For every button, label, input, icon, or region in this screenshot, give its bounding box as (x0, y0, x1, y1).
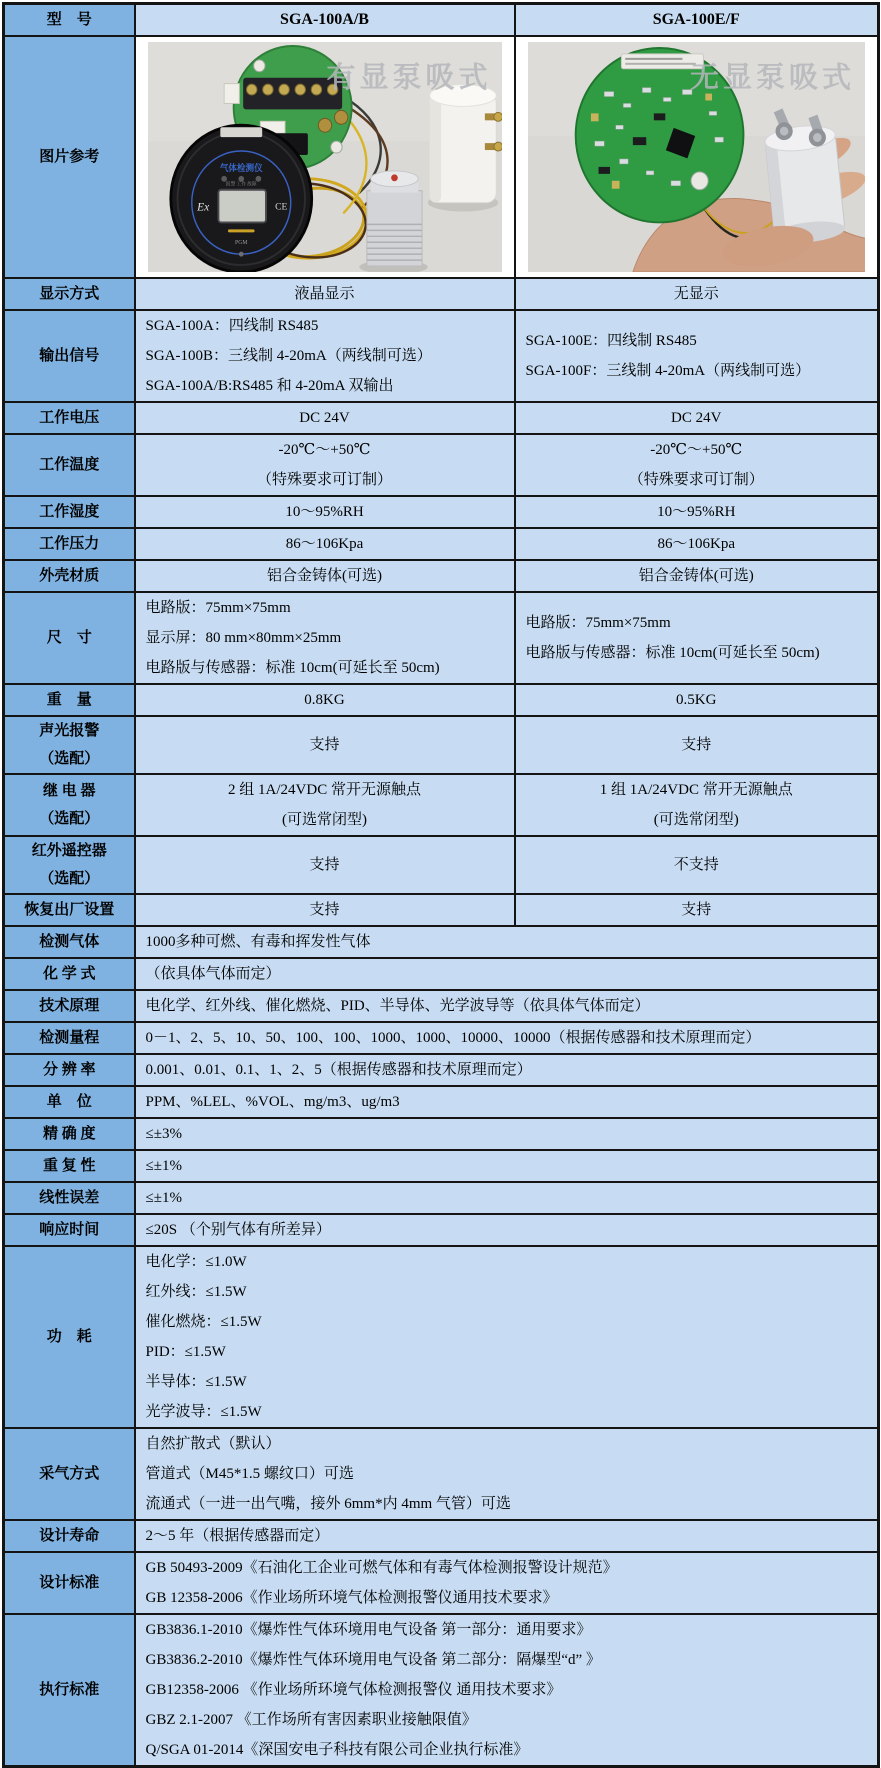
pump-cylinder (427, 85, 501, 212)
row-label-exec-standards (4, 1614, 135, 1767)
value-line: GB3836.2-2010《爆炸性气体环境用电气设备 第二部分：隔爆型“d” 》 (145, 1652, 601, 1668)
value-line: （特殊要求可订制） (256, 472, 392, 488)
row-label-humidity (4, 496, 135, 528)
value-line: 86～106Kpa (285, 536, 364, 552)
value-line: 电路版与传感器：标准 10cm(可延长至 50cm) (525, 645, 820, 661)
label-line: 化 学 式 (42, 966, 96, 982)
value-line: 1000多种可燃、有毒和挥发性气体 (145, 934, 371, 950)
spec-value-resolution (135, 1054, 879, 1086)
value-line: ≤±3% (145, 1126, 182, 1142)
value-line: ≤±1% (145, 1158, 182, 1174)
label-line: 技术原理 (39, 998, 100, 1014)
label-line: 工作湿度 (39, 504, 100, 520)
label-line: 设计标准 (39, 1575, 100, 1591)
led-labels-text: 报警 工作 故障 (225, 182, 257, 188)
value-line: PID：≤1.5W (145, 1344, 226, 1360)
spec-row-ir-remote (4, 836, 879, 894)
label-line: 检测气体 (39, 934, 100, 950)
row-label-linearity (4, 1182, 135, 1214)
value-line: SGA-100A：四线制 RS485 (145, 318, 319, 334)
value-line: (可选常闭型) (653, 812, 739, 828)
spec-value-alarm-ef (515, 716, 879, 774)
spec-value-design-standards (135, 1552, 879, 1614)
spec-value-weight-ab (135, 684, 515, 716)
value-line: 支持 (309, 857, 340, 873)
value-line: SGA-100B：三线制 4-20mA（两线制可选） (145, 348, 432, 364)
spec-value-relay-ab (135, 774, 515, 836)
row-label-housing (4, 560, 135, 592)
value-line: 半导体：≤1.5W (145, 1374, 247, 1390)
value-line: 电化学、红外线、催化燃烧、PID、半导体、光学波导等（依具体气体而定） (145, 998, 650, 1014)
spec-row-humidity (4, 496, 879, 528)
value-line: 无显示 (673, 286, 719, 302)
sensor-red-dot (391, 174, 398, 181)
value-line: GB 50493-2009《石油化工企业可燃气体和有毒气体检测报警设计规范》 (145, 1560, 618, 1576)
label-line: （选配） (39, 811, 100, 827)
value-line: 光学波导：≤1.5W (145, 1404, 262, 1420)
spec-value-factory-reset-ef (515, 894, 879, 926)
value-line: 2 组 1A/24VDC 常开无源触点 (228, 782, 421, 798)
product-photo-cell-right (515, 36, 879, 278)
spec-row-relay (4, 774, 879, 836)
label-line: 功 耗 (46, 1329, 92, 1345)
label-line: 工作压力 (39, 536, 100, 552)
spec-table (2, 2, 880, 1768)
spec-value-output-signal-ef (515, 310, 879, 402)
value-line: 支持 (681, 737, 712, 753)
label-line: 工作温度 (39, 457, 100, 473)
value-line: （特殊要求可订制） (628, 472, 764, 488)
spec-value-pressure-ab (135, 528, 515, 560)
spec-value-ir-remote-ab (135, 836, 515, 894)
spec-value-ir-remote-ef (515, 836, 879, 894)
row-label-display (4, 278, 135, 310)
row-label-ir-remote (4, 836, 135, 894)
spec-row-voltage (4, 402, 879, 434)
value-line: 电化学：≤1.0W (145, 1254, 247, 1270)
label-line: 外壳材质 (39, 568, 100, 584)
row-label-output-signal (4, 310, 135, 402)
row-label-weight (4, 684, 135, 716)
value-line: GB 12358-2006《作业场所环境气体检测报警仪通用技术要求》 (145, 1590, 558, 1606)
spec-value-pressure-ef (515, 528, 879, 560)
value-line: 0－1、2、5、10、50、100、100、1000、1000、10000、10000（根据传感器和技术原理而定） (145, 1030, 761, 1046)
spec-row-accuracy (4, 1118, 879, 1150)
value-line: 铝合金铸体(可选) (638, 568, 754, 584)
label-line: 图片参考 (39, 149, 100, 165)
row-label-voltage (4, 402, 135, 434)
row-label-temperature (4, 434, 135, 496)
value-line: 10～95%RH (657, 504, 736, 520)
spec-value-accuracy (135, 1118, 879, 1150)
spec-value-display-ef (515, 278, 879, 310)
spec-value-unit (135, 1086, 879, 1118)
spec-row-photos (4, 36, 879, 278)
value-line: 电路版：75mm×75mm (525, 615, 671, 631)
ex-mark-text: Ex (196, 200, 209, 214)
photo-watermark-right: 无显泵吸式 (689, 62, 855, 94)
spec-row-repeatability (4, 1150, 879, 1182)
value-line: 显示屏：80 mm×80mm×25mm (145, 630, 342, 646)
spec-value-model-ab (135, 4, 515, 37)
pgm-text: PGM (234, 240, 247, 247)
value-line: GB3836.1-2010《爆炸性气体环境用电气设备 第一部分：通用要求》 (145, 1622, 592, 1638)
value-line: Q/SGA 01-2014《深国安电子科技有限公司企业执行标准》 (145, 1742, 529, 1758)
spec-row-principle (4, 990, 879, 1022)
spec-row-pressure (4, 528, 879, 560)
row-label-factory-reset (4, 894, 135, 926)
label-line: 单 位 (46, 1094, 92, 1110)
value-line: -20℃～+50℃ (278, 442, 371, 458)
spec-row-exec-standards (4, 1614, 879, 1767)
spec-row-range (4, 1022, 879, 1054)
spec-value-alarm-ab (135, 716, 515, 774)
spec-value-dimensions-ef (515, 592, 879, 684)
value-line: 10～95%RH (285, 504, 364, 520)
spec-value-housing-ab (135, 560, 515, 592)
spec-row-weight (4, 684, 879, 716)
label-line: 线性误差 (39, 1190, 100, 1206)
value-line: 液晶显示 (294, 286, 355, 302)
value-line: 电路版：75mm×75mm (145, 600, 291, 616)
spec-value-temperature-ef (515, 434, 879, 496)
value-line: 电路版与传感器：标准 10cm(可延长至 50cm) (145, 660, 440, 676)
spec-row-dimensions (4, 592, 879, 684)
row-label-power (4, 1246, 135, 1428)
spec-value-humidity-ef (515, 496, 879, 528)
spec-row-factory-reset (4, 894, 879, 926)
spec-row-display (4, 278, 879, 310)
spec-value-lifespan (135, 1520, 879, 1552)
spec-value-dimensions-ab (135, 592, 515, 684)
value-line: SGA-100F：三线制 4-20mA（两线制可选） (525, 363, 811, 379)
row-label-relay (4, 774, 135, 836)
row-label-accuracy (4, 1118, 135, 1150)
row-label-response-time (4, 1214, 135, 1246)
value-line: SGA-100A/B:RS485 和 4-20mA 双输出 (145, 378, 394, 394)
value-line: 红外线：≤1.5W (145, 1284, 247, 1300)
value-line: 催化燃烧：≤1.5W (145, 1314, 262, 1330)
label-line: 响应时间 (39, 1222, 100, 1238)
spec-value-voltage-ef (515, 402, 879, 434)
spec-value-humidity-ab (135, 496, 515, 528)
value-line: 管道式（M45*1.5 螺纹口）可选 (145, 1466, 354, 1482)
label-line: 执行标准 (39, 1682, 100, 1698)
spec-row-gases (4, 926, 879, 958)
row-label-photos (4, 36, 135, 278)
spec-row-lifespan (4, 1520, 879, 1552)
value-line: 0.001、0.01、0.1、1、2、5（根据传感器和技术原理而定） (145, 1062, 532, 1078)
spec-value-sampling (135, 1428, 879, 1520)
product-spec-page (0, 2, 881, 1768)
value-line: (可选常闭型) (282, 812, 367, 828)
value-line: 2～5 年（根据传感器而定） (145, 1528, 330, 1544)
label-line: 分 辨 率 (42, 1062, 96, 1078)
label-line: 精 确 度 (42, 1126, 96, 1142)
spec-value-weight-ef (515, 684, 879, 716)
label-line: 工作电压 (39, 410, 100, 426)
spec-row-temperature (4, 434, 879, 496)
spec-value-principle (135, 990, 879, 1022)
spec-row-housing (4, 560, 879, 592)
value-line: -20℃～+50℃ (650, 442, 743, 458)
spec-value-housing-ef (515, 560, 879, 592)
row-label-gases (4, 926, 135, 958)
lcd-screen (218, 190, 266, 223)
spec-value-model-ef (515, 4, 879, 37)
label-line: 设计寿命 (39, 1528, 100, 1544)
value-line: 86～106Kpa (657, 536, 735, 552)
spec-value-range (135, 1022, 879, 1054)
spec-value-gases (135, 926, 879, 958)
spec-row-sampling (4, 1428, 879, 1520)
label-line: 继 电 器 (42, 783, 96, 799)
spec-value-temperature-ab (135, 434, 515, 496)
value-line: SGA-100A/B (280, 11, 369, 28)
spec-value-power (135, 1246, 879, 1428)
spec-value-response-time (135, 1214, 879, 1246)
label-line: 显示方式 (39, 286, 100, 302)
ce-mark-text: CE (274, 201, 287, 213)
spec-row-linearity (4, 1182, 879, 1214)
spec-row-model (4, 4, 879, 37)
label-line: 重 复 性 (42, 1158, 96, 1174)
row-label-resolution (4, 1054, 135, 1086)
value-line: ≤±1% (145, 1190, 182, 1206)
label-line: 型 号 (46, 12, 92, 28)
value-line: 支持 (681, 902, 712, 918)
value-line: DC 24V (671, 410, 722, 426)
spec-value-repeatability (135, 1150, 879, 1182)
product-photo-cell-left (135, 36, 515, 278)
spec-value-formula (135, 958, 879, 990)
spec-row-alarm (4, 716, 879, 774)
value-line: 1 组 1A/24VDC 常开无源触点 (599, 782, 793, 798)
value-line: 流通式（一进一出气嘴，接外 6mm*内 4mm 气管）可选 (145, 1496, 511, 1512)
photo-watermark-left: 有显泵吸式 (326, 62, 492, 94)
spec-row-design-standards (4, 1552, 879, 1614)
value-line: DC 24V (299, 410, 350, 426)
value-line: SGA-100E：四线制 RS485 (525, 333, 697, 349)
row-label-dimensions (4, 592, 135, 684)
spec-value-output-signal-ab (135, 310, 515, 402)
row-label-alarm (4, 716, 135, 774)
value-line: GB12358-2006 《作业场所环境气体检测报警仪 通用技术要求》 (145, 1682, 562, 1698)
label-line: 红外遥控器 (31, 843, 107, 859)
spec-row-unit (4, 1086, 879, 1118)
spec-row-response-time (4, 1214, 879, 1246)
row-label-unit (4, 1086, 135, 1118)
device-title-text: 气体检测仪 (219, 162, 263, 173)
spec-row-formula (4, 958, 879, 990)
label-line: 恢复出厂设置 (24, 902, 115, 918)
value-line: SGA-100E/F (652, 11, 740, 28)
value-line: 支持 (309, 902, 340, 918)
label-line: 重 量 (46, 692, 92, 708)
row-label-principle (4, 990, 135, 1022)
label-line: 采气方式 (39, 1466, 100, 1482)
value-line: 铝合金铸体(可选) (267, 568, 382, 584)
row-label-model (4, 4, 135, 37)
row-label-formula (4, 958, 135, 990)
spec-value-display-ab (135, 278, 515, 310)
label-line: 声光报警 (39, 723, 100, 739)
label-line: （选配） (39, 871, 100, 887)
value-line: PPM、%LEL、%VOL、mg/m3、ug/m3 (145, 1094, 400, 1110)
spec-value-linearity (135, 1182, 879, 1214)
row-label-design-standards (4, 1552, 135, 1614)
row-label-range (4, 1022, 135, 1054)
spec-value-factory-reset-ab (135, 894, 515, 926)
value-line: 0.8KG (304, 692, 345, 708)
row-label-pressure (4, 528, 135, 560)
row-label-sampling (4, 1428, 135, 1520)
row-label-repeatability (4, 1150, 135, 1182)
row-label-lifespan (4, 1520, 135, 1552)
spec-value-exec-standards (135, 1614, 879, 1767)
spec-value-relay-ef (515, 774, 879, 836)
value-line: ≤20S （个别气体有所差异） (145, 1222, 331, 1238)
label-line: 尺 寸 (46, 630, 92, 646)
value-line: 支持 (309, 737, 340, 753)
label-line: 检测量程 (39, 1030, 100, 1046)
spec-row-resolution (4, 1054, 879, 1086)
label-line: 输出信号 (39, 348, 100, 364)
label-line: （选配） (39, 751, 100, 767)
value-line: GBZ 2.1-2007 《工作场所有害因素职业接触限值》 (145, 1712, 477, 1728)
value-line: 0.5KG (676, 692, 717, 708)
detector-head (170, 125, 311, 272)
spec-row-power (4, 1246, 879, 1428)
spec-row-output-signal (4, 310, 879, 402)
value-line: 不支持 (673, 857, 719, 873)
value-line: 自然扩散式（默认） (145, 1436, 281, 1452)
spec-value-voltage-ab (135, 402, 515, 434)
value-line: （依具体气体而定） (145, 966, 281, 982)
